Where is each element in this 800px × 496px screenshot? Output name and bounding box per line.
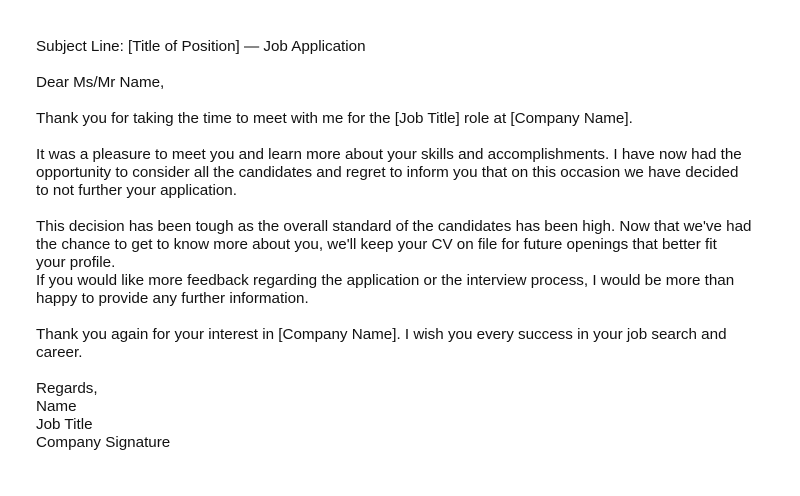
closing: Regards, (36, 380, 98, 397)
subject-line: Subject Line: [Title of Position] — Job Application (36, 38, 366, 55)
paragraph-line: If you would like more feedback regarding the application or the interview process, I would be more than (36, 272, 735, 289)
paragraph-line: the chance to get to know more about you, we'll keep your CV on file for future openings that better fit (36, 236, 717, 253)
paragraph-thank-you: Thank you for taking the time to meet with me for the [Job Title] role at [Company Name]. (36, 110, 633, 127)
paragraph-line: It was a pleasure to meet you and learn more about your skills and accomplishments. I have now had the (36, 146, 742, 163)
paragraph-line: your profile. (36, 254, 116, 271)
paragraph-line: career. (36, 344, 83, 361)
signature-company: Company Signature (36, 434, 171, 451)
paragraph-line: opportunity to consider all the candidates and regret to inform you that on this occasion we have decided (36, 164, 739, 181)
salutation: Dear Ms/Mr Name, (36, 74, 165, 91)
paragraph-feedback (36, 272, 776, 308)
paragraph-line: to not further your application. (36, 182, 237, 199)
signature-job-title: Job Title (36, 416, 93, 433)
paragraph-decision (36, 146, 776, 200)
paragraph-line: happy to provide any further information. (36, 290, 309, 307)
paragraph-standard (36, 218, 776, 272)
rejection-letter (36, 38, 776, 452)
signature-name: Name (36, 398, 77, 415)
paragraph-closing-thanks (36, 326, 776, 362)
paragraph-line: Thank you again for your interest in [Company Name]. I wish you every success in your job search and (36, 326, 727, 343)
paragraph-line: This decision has been tough as the overall standard of the candidates has been high. Now that we've had (36, 218, 752, 235)
